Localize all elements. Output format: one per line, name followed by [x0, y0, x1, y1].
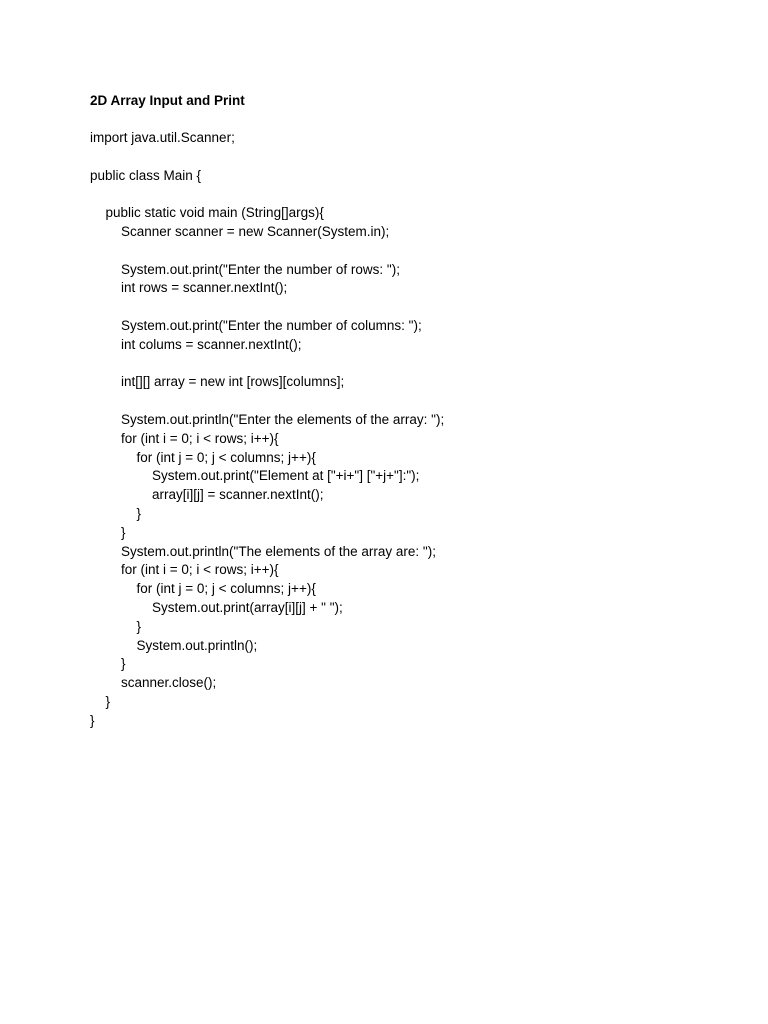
code-blank-line — [90, 392, 444, 411]
code-line: } — [121, 656, 126, 672]
code-line: } — [90, 712, 95, 728]
code-line: System.out.println("The elements of the array are: "); — [121, 543, 436, 559]
code-line: int colums = scanner.nextInt(); — [121, 336, 302, 352]
code-blank-line — [90, 148, 444, 167]
code-blank-line — [90, 185, 444, 204]
code-line: scanner.close(); — [121, 675, 217, 691]
code-line: import java.util.Scanner; — [90, 130, 235, 145]
code-line: } — [121, 524, 126, 540]
code-line: } — [136, 618, 142, 634]
code-line: Scanner scanner = new Scanner(System.in); — [121, 223, 390, 239]
code-line: array[i][j] = scanner.nextInt(); — [152, 487, 324, 503]
code-line: System.out.print(array[i][j] + " "); — [152, 599, 343, 615]
code-blank-line — [90, 355, 444, 374]
code-line: System.out.println("Enter the elements of the array: "); — [121, 411, 445, 427]
code-line: for (int i = 0; i < rows; i++){ — [121, 562, 279, 578]
code-line: for (int j = 0; j < columns; j++){ — [136, 581, 316, 597]
code-line: for (int j = 0; j < columns; j++){ — [136, 449, 316, 465]
code-line: int[][] array = new int [rows][columns]; — [121, 374, 345, 390]
code-blank-line — [90, 298, 444, 317]
document-title: 2D Array Input and Print — [90, 93, 245, 108]
code-line: System.out.print("Enter the number of rows: "); — [121, 261, 400, 277]
code-line: int rows = scanner.nextInt(); — [121, 280, 288, 296]
code-line: } — [136, 505, 142, 521]
code-line: public static void main (String[]args){ — [105, 205, 324, 221]
code-line: } — [105, 693, 111, 709]
code-line: System.out.println(); — [136, 637, 258, 653]
code-block — [90, 129, 444, 731]
code-line: for (int i = 0; i < rows; i++){ — [121, 430, 279, 446]
code-line: public class Main { — [90, 167, 202, 183]
code-blank-line — [90, 242, 444, 261]
code-line: System.out.print("Element at ["+i+"] ["+j+"]:"); — [152, 468, 420, 484]
code-line: System.out.print("Enter the number of columns: "); — [121, 317, 422, 333]
